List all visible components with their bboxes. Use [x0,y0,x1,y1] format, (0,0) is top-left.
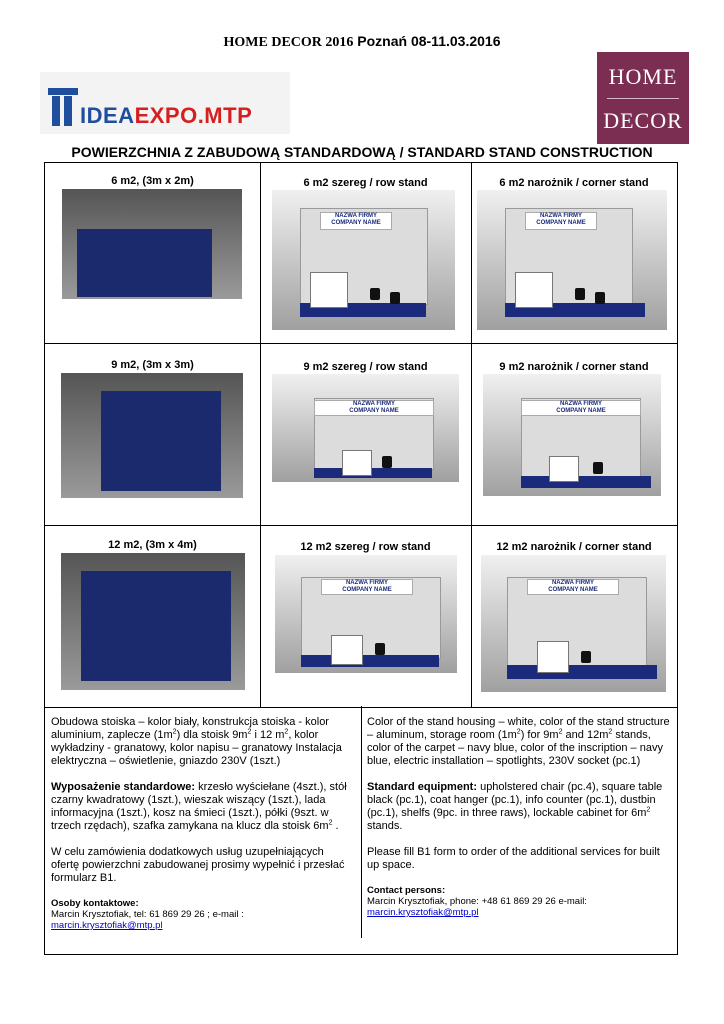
render-9m2-row-image: NAZWA FIRMY COMPANY NAME [272,374,459,482]
label-9m2-plan: 9 m2, (3m x 3m) [111,359,194,371]
pl-equipment-paragraph: Wyposażenie standardowe: krzesło wyściełane (4szt.), stół czarny kwadratowy (1szt.), wieszak wiszący (1szt.), lada informacyjna (1szt.), kosz na śmieci (1szt.), półki (9szt. w trzech rzędach), szafka zamykana na klucz dla stoisk $6m^2$ . [51,781,347,832]
logo-decor-text: DECOR [603,108,683,133]
description-table [44,706,678,955]
grid-divider [471,163,472,707]
plan-6m2-image [62,189,242,299]
en-order-paragraph: Please fill B1 form to order of the additional services for built up space. [367,846,660,871]
logo-divider [607,98,679,99]
label-9m2-corner: 9 m2 narożnik / corner stand [499,361,649,373]
pl-contact-label: Osoby kontaktowe: [51,898,139,909]
render-9m2-corner-image: NAZWA FIRMY COMPANY NAME [483,374,661,496]
en-contact-email-link[interactable]: marcin.krysztofiak@mtp.pl [367,907,479,918]
en-equipment-paragraph: Standard equipment: upholstered chair (pc.4), square table black (pc.1), coat hanger (pc.1), info counter (pc.1), dustbin (pc.1), shelfs (9pc. in three raws), lockable cabinet for $6m^2$ stands. [367,781,663,832]
ideaexpo-logo [40,72,290,134]
label-6m2-corner: 6 m2 narożnik / corner stand [499,177,649,189]
logo-expo-text: EXPO.MTP [134,103,253,128]
stand-grid [44,162,678,708]
grid-divider [260,163,261,707]
homedecor-logo [597,52,689,144]
plan-12m2-image [61,553,245,690]
event-place-date: Poznań 08-11.03.2016 [357,33,501,49]
plan-9m2-image [61,373,243,498]
event-name: HOME DECOR 2016 [223,35,354,50]
page-title: POWIERZCHNIA Z ZABUDOWĄ STANDARDOWĄ / STANDARD STAND CONSTRUCTION [71,144,653,160]
column-divider [361,706,362,938]
pl-housing-paragraph: Obudowa stoiska – kolor biały, konstrukcja stoiska - kolor aluminium, zaplecze $(1m^2)$ dla stoisk $9m^2$ i 12 $m^2$, kolor wykładziny - granatowy, kolor napisu – granatowy Instalacja elektryczna – oświetlenie, gniazdo 230V (1szt.) [51,716,342,767]
grid-divider [45,525,677,526]
render-6m2-row-image: NAZWA FIRMY COMPANY NAME [272,190,455,330]
label-12m2-plan: 12 m2, (3m x 4m) [108,539,197,551]
polish-description [51,716,351,931]
pl-contact-text: Marcin Krysztofiak, tel: 61 869 29 26 ; e-mail : [51,909,244,920]
label-9m2-row: 9 m2 szereg / row stand [303,361,428,373]
grid-divider [45,343,677,344]
english-description [367,716,671,918]
page-header [0,33,724,51]
en-contact-label: Contact persons: [367,885,446,896]
label-6m2-row: 6 m2 szereg / row stand [303,177,428,189]
label-12m2-row: 12 m2 szereg / row stand [300,541,431,553]
pl-contact-email-link[interactable]: marcin.krysztofiak@mtp.pl [51,920,163,931]
logo-idea-text: IDEA [80,103,135,128]
label-6m2-plan: 6 m2, (3m x 2m) [111,175,194,187]
label-12m2-corner: 12 m2 narożnik / corner stand [496,541,652,553]
render-12m2-row-image: NAZWA FIRMY COMPANY NAME [275,555,457,673]
en-contact-text: Marcin Krysztofiak, phone: +48 61 869 29 26 e-mail: [367,896,587,907]
render-6m2-corner-image: NAZWA FIRMY COMPANY NAME [477,190,667,330]
render-12m2-corner-image: NAZWA FIRMY COMPANY NAME [481,555,666,692]
pl-order-paragraph: W celu zamówienia dodatkowych usług uzupełniających ofertę powierzchni zabudowanej prosimy wypełnić i przesłać formularz B1. [51,846,345,884]
ideaexpo-mark-icon [46,82,82,128]
logo-home-text: HOME [608,64,678,89]
en-housing-paragraph: Color of the stand housing – white, color of the stand structure – aluminum, storage room $(1m^2)$ for $9m^2$ and $12m^2$ stands, color of the carpet – navy blue, color of the inscription – navy blue, electric installation – spotlights, 230V socket (pc.1) [367,716,670,767]
